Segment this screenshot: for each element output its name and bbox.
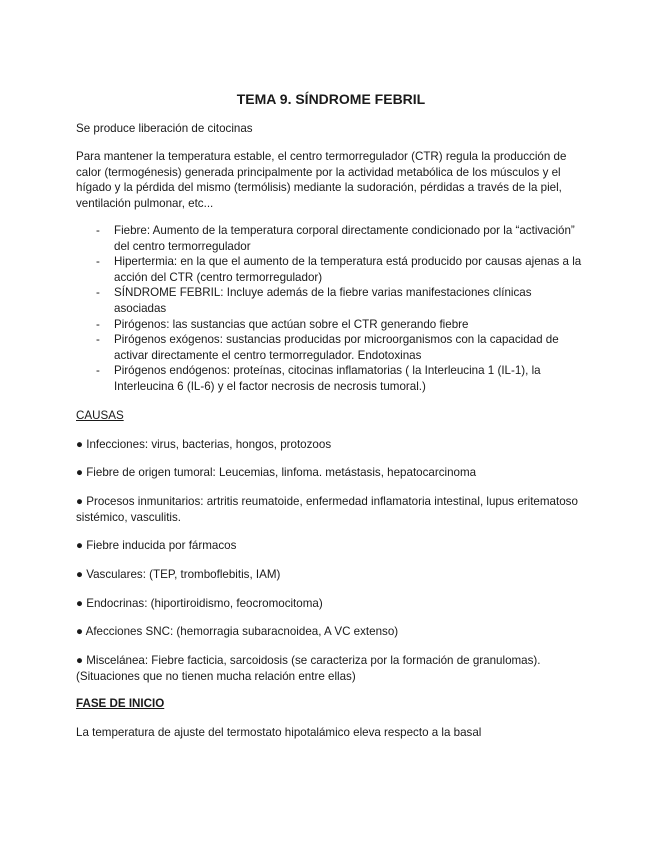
fase-inicio-heading: FASE DE INICIO bbox=[76, 697, 165, 710]
definition-text: Fiebre: Aumento de la temperatura corporal directamente condicionado por la “activación” del centro termorregulador bbox=[114, 224, 575, 253]
definition-sindrome-febril bbox=[76, 285, 586, 316]
definition-text: Pirógenos exógenos: sustancias producidas por microorganismos con la capacidad de activar directamente el centro termorregulador. Endotoxinas bbox=[114, 333, 559, 362]
list-dash: - bbox=[96, 317, 100, 331]
list-dash: - bbox=[96, 224, 100, 237]
definition-text: Pirógenos: las sustancias que actúan sobre el CTR generando fiebre bbox=[114, 317, 469, 331]
causa-item: ● Infecciones: virus, bacterias, hongos, protozoos bbox=[76, 438, 332, 451]
causas-heading: CAUSAS bbox=[76, 409, 124, 422]
list-dash: - bbox=[96, 333, 100, 347]
list-dash: - bbox=[96, 255, 100, 269]
definition-pirogenos-exogenos bbox=[76, 332, 586, 363]
page-title: TEMA 9. SÍNDROME FEBRIL bbox=[236, 91, 426, 107]
causa-item: ● Vasculares: (TEP, tromboflebitis, IAM) bbox=[76, 568, 281, 581]
definitions-list bbox=[76, 223, 586, 395]
definition-fiebre bbox=[76, 223, 586, 254]
definition-text: Hipertermia: en la que el aumento de la temperatura está producido por causas ajenas a la acción del CTR (centro termorregulador) bbox=[114, 255, 582, 284]
fase-inicio-text: La temperatura de ajuste del termostato hipotalámico eleva respecto a la basal bbox=[76, 726, 482, 739]
causa-item: ● Fiebre inducida por fármacos bbox=[76, 539, 237, 552]
intro-text: Se produce liberación de citocinas bbox=[76, 122, 253, 135]
causa-item: ● Endocrinas: (hiportiroidismo, feocromocitoma) bbox=[76, 597, 323, 610]
causa-item: ● Procesos inmunitarios: artritis reumatoide, enfermedad inflamatoria intestinal, lupus eritematoso sistémico, vasculitis. bbox=[76, 495, 578, 524]
definition-pirogenos bbox=[76, 317, 586, 333]
definition-pirogenos-endogenos bbox=[76, 363, 586, 394]
causa-item: ● Fiebre de origen tumoral: Leucemias, linfoma. metástasis, hepatocarcinoma bbox=[76, 466, 477, 479]
causa-item: ● Miscelánea: Fiebre facticia, sarcoidosis (se caracteriza por la formación de granulomas). (Situaciones que no tienen mucha relación entre ellas) bbox=[76, 654, 541, 683]
list-dash: - bbox=[96, 286, 100, 300]
definition-hipertermia bbox=[76, 254, 586, 285]
list-dash: - bbox=[96, 364, 100, 378]
thermoregulation-paragraph: Para mantener la temperatura estable, el centro termorregulador (CTR) regula la producción de calor (termogénesis) generada principalmente por la actividad metabólica de los músculos y el hígado y la pérdida del mismo (termólisis) mediante la sudoración, pérdidas a través de la piel, ventilación pulmonar, etc... bbox=[76, 150, 567, 210]
definition-text: Pirógenos endógenos: proteínas, citocinas inflamatorias ( la Interleucina 1 (IL-1), la Interleucina 6 (IL-6) y el factor necrosis de necrosis tumoral.) bbox=[114, 364, 541, 393]
causa-item: ● Afecciones SNC: (hemorragia subaracnoidea, A VC extenso) bbox=[76, 625, 399, 638]
definition-text: SÍNDROME FEBRIL: Incluye además de la fiebre varias manifestaciones clínicas asociadas bbox=[114, 286, 532, 315]
